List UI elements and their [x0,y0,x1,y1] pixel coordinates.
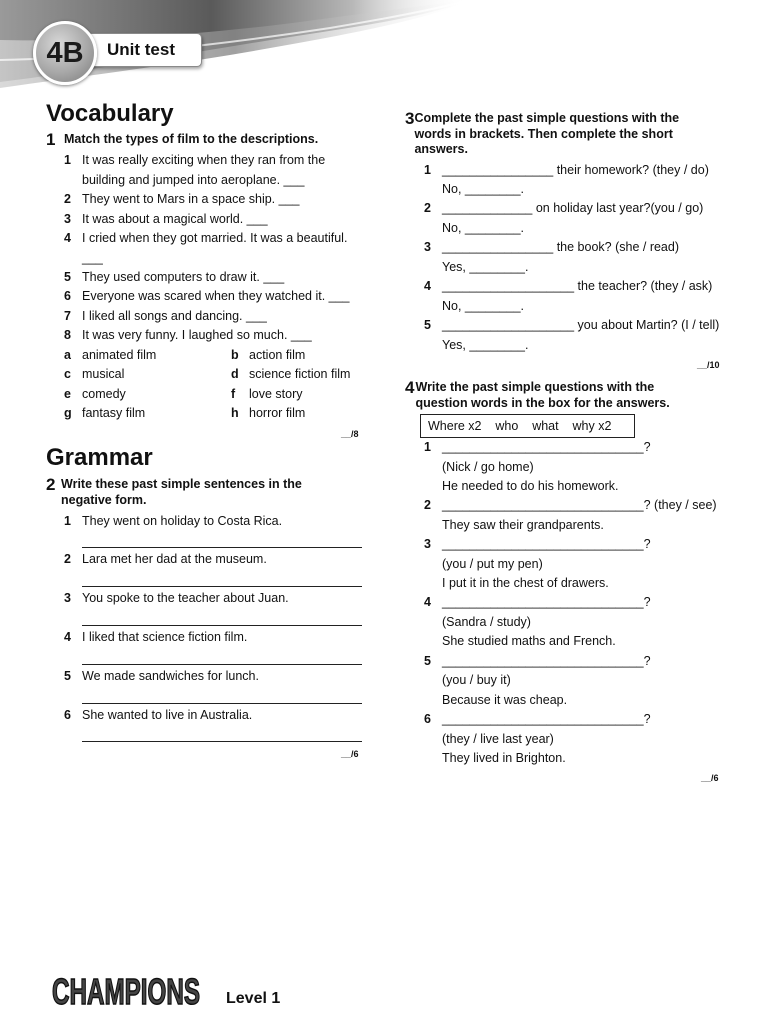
item-number: 3 [64,591,71,605]
item-question[interactable]: ___________________ the teacher? (they / ask) [442,279,713,293]
vocabulary-heading: Vocabulary [46,100,174,127]
champions-logo-text: CHAMPIONS [52,971,200,1010]
item-number: 2 [424,498,431,512]
exercise-2-score: __/6 [341,749,359,759]
option-text: science fiction film [249,367,351,381]
exercise-3-instruction: Complete the past simple questions with the words in brackets. Then complete the short answers. [414,111,680,156]
item-text: Everyone was scared when they watched it. ___ [82,289,350,303]
option-letter: d [231,367,239,381]
item-number: 2 [64,552,71,566]
ex1-item [64,210,354,230]
ex1-item [64,190,354,210]
option-text: comedy [82,387,126,401]
item-number: 1 [424,440,431,454]
option-text: horror film [249,406,306,420]
exercise-2-number: 2 [46,475,56,494]
ex1-option [231,404,371,424]
item-text: You spoke to the teacher about Juan. [82,591,289,605]
item-text: It was very funny. I laughed so much. ___ [82,328,312,342]
level-label: Level 1 [226,990,281,1007]
ex4-answer [442,516,722,536]
unit-badge [33,21,97,85]
unit-test-tab [90,33,202,67]
ex4-answer [442,477,722,497]
short-answer-text[interactable]: No, ________. [442,299,525,313]
item-number: 6 [64,708,71,722]
item-number: 1 [424,163,431,177]
option-letter: h [231,406,239,420]
item-question[interactable]: _____________________________? [442,537,651,551]
ex4-answer [442,574,722,594]
ex4-item [424,710,744,730]
option-text: fantasy film [82,406,146,420]
exercise-3-number: 3 [405,109,415,128]
champions-logo [50,968,202,1010]
item-hint: (Nick / go home) [442,460,534,474]
ex3-item [424,199,734,219]
item-number: 3 [64,212,71,226]
short-answer-text[interactable]: Yes, ________. [442,260,529,274]
item-question[interactable]: _____________________________? (they / see) [442,498,717,512]
item-number: 5 [64,669,71,683]
option-text: animated film [82,348,157,362]
item-number: 3 [424,537,431,551]
item-text: They went on holiday to Costa Rica. [82,514,283,528]
ex3-short-answer[interactable] [442,297,642,317]
ex4-hint [442,671,722,691]
answer-line[interactable] [82,664,362,665]
ex4-answer [442,749,722,769]
ex2-item [64,667,354,687]
ex1-option [64,404,224,424]
exercise-2-instruction: Write these past simple sentences in the negative form. [61,477,302,507]
unit-test-title: Unit test [107,40,175,59]
option-text: musical [82,367,125,381]
item-text: I cried when they got married. It was a beautiful. ___ [82,231,348,265]
short-answer-text[interactable]: No, ________. [442,182,525,196]
ex1-option [64,385,224,405]
item-number: 5 [424,318,431,332]
question-words-box: Where x2 who what why x2 [420,414,635,438]
item-question[interactable]: _____________________________? [442,654,651,668]
item-hint: (Sandra / study) [442,615,531,629]
item-question[interactable]: ___________________ you about Martin? (I / tell) [442,318,720,332]
ex2-item [64,550,354,570]
option-letter: f [231,387,236,401]
exercise-1-instruction: Match the types of film to the descriptions. [64,132,319,146]
ex3-item [424,161,734,181]
exercise-4-instruction: Write the past simple questions with the question words in the box for the answers. [415,380,670,410]
short-answer-text[interactable]: No, ________. [442,221,525,235]
item-number: 2 [64,192,71,206]
item-text: They went to Mars in a space ship. ___ [82,192,300,206]
exercise-4-score: __/6 [701,773,719,783]
item-text: I liked all songs and dancing. ___ [82,309,267,323]
item-answer: She studied maths and French. [442,634,616,648]
ex4-item [424,652,744,672]
item-text: It was about a magical world. ___ [82,212,268,226]
item-answer: They saw their grandparents. [442,518,604,532]
ex3-item [424,277,734,297]
item-text: They used computers to draw it. ___ [82,270,285,284]
item-answer: Because it was cheap. [442,693,568,707]
item-number: 5 [424,654,431,668]
ex4-item [424,438,744,458]
item-number: 4 [64,231,71,245]
item-answer: They lived in Brighton. [442,751,566,765]
item-number: 1 [64,514,71,528]
option-text: action film [249,348,306,362]
grammar-heading: Grammar [46,444,153,471]
item-answer: He needed to do his homework. [442,479,619,493]
exercise-1-score: __/8 [341,429,359,439]
item-question[interactable]: _____________________________? [442,712,651,726]
ex1-option [231,365,371,385]
ex2-item [64,628,354,648]
ex1-option [231,385,371,405]
ex4-answer [442,632,722,652]
item-text: It was really exciting when they ran from the building and jumped into aeroplane. ___ [82,153,326,187]
answer-line[interactable] [82,625,362,626]
option-text: love story [249,387,303,401]
ex1-item [64,229,360,268]
option-letter: b [231,348,239,362]
item-number: 6 [424,712,431,726]
ex1-item [64,151,349,190]
item-number: 4 [424,279,431,293]
exercise-4-number: 4 [405,378,415,397]
ex4-hint [442,730,722,750]
item-text: We made sandwiches for lunch. [82,669,259,683]
answer-line[interactable] [82,703,362,704]
ex4-hint [442,458,722,478]
ex3-item [424,316,744,336]
exercise-3-score: __/10 [697,360,720,370]
ex3-short-answer[interactable] [442,336,642,356]
ex1-item [64,268,354,288]
item-number: 5 [64,270,71,284]
exercise-2-header [46,477,336,508]
option-letter: g [64,406,72,420]
item-hint: (they / live last year) [442,732,554,746]
item-text: I liked that science fiction film. [82,630,248,644]
item-number: 2 [424,201,431,215]
ex4-item [424,496,744,516]
item-text: Lara met her dad at the museum. [82,552,267,566]
ex1-option [231,346,371,366]
option-letter: a [64,348,71,362]
ex3-short-answer[interactable] [442,219,642,239]
ex2-item [64,589,354,609]
exercise-1-header [46,132,346,148]
option-letter: e [64,387,71,401]
item-number: 7 [64,309,71,323]
answer-line[interactable] [82,741,362,742]
ex4-answer [442,691,722,711]
short-answer-text[interactable]: Yes, ________. [442,338,529,352]
item-question[interactable]: _____________ on holiday last year?(you / go) [442,201,704,215]
ex3-short-answer[interactable] [442,258,642,278]
option-letter: c [64,367,71,381]
ex4-hint [442,555,722,575]
ex2-item [64,512,354,532]
item-number: 1 [64,153,71,167]
answer-line[interactable] [82,586,362,587]
ex4-item [424,593,744,613]
exercise-3-header [405,111,715,158]
exercise-1-number: 1 [46,130,56,149]
ex1-option [64,365,224,385]
ex1-option [64,346,224,366]
ex1-item [64,326,354,346]
item-number: 3 [424,240,431,254]
ex1-item [64,287,364,307]
ex2-item [64,706,354,726]
ex3-short-answer[interactable] [442,180,642,200]
item-question[interactable]: _____________________________? [442,440,651,454]
item-question[interactable]: ________________ the book? (she / read) [442,240,679,254]
ex1-item [64,307,354,327]
item-text: She wanted to live in Australia. [82,708,253,722]
ex4-hint [442,613,722,633]
answer-line[interactable] [82,547,362,548]
ex4-item [424,535,744,555]
item-number: 4 [424,595,431,609]
unit-badge-label: 4B [46,36,84,69]
ex3-item [424,238,734,258]
item-hint: (you / put my pen) [442,557,543,571]
item-hint: (you / buy it) [442,673,511,687]
exercise-4-header [405,380,705,411]
item-question[interactable]: _____________________________? [442,595,651,609]
item-number: 8 [64,328,71,342]
item-number: 4 [64,630,71,644]
item-question[interactable]: ________________ their homework? (they / do) [442,163,709,177]
item-answer: I put it in the chest of drawers. [442,576,609,590]
item-number: 6 [64,289,71,303]
